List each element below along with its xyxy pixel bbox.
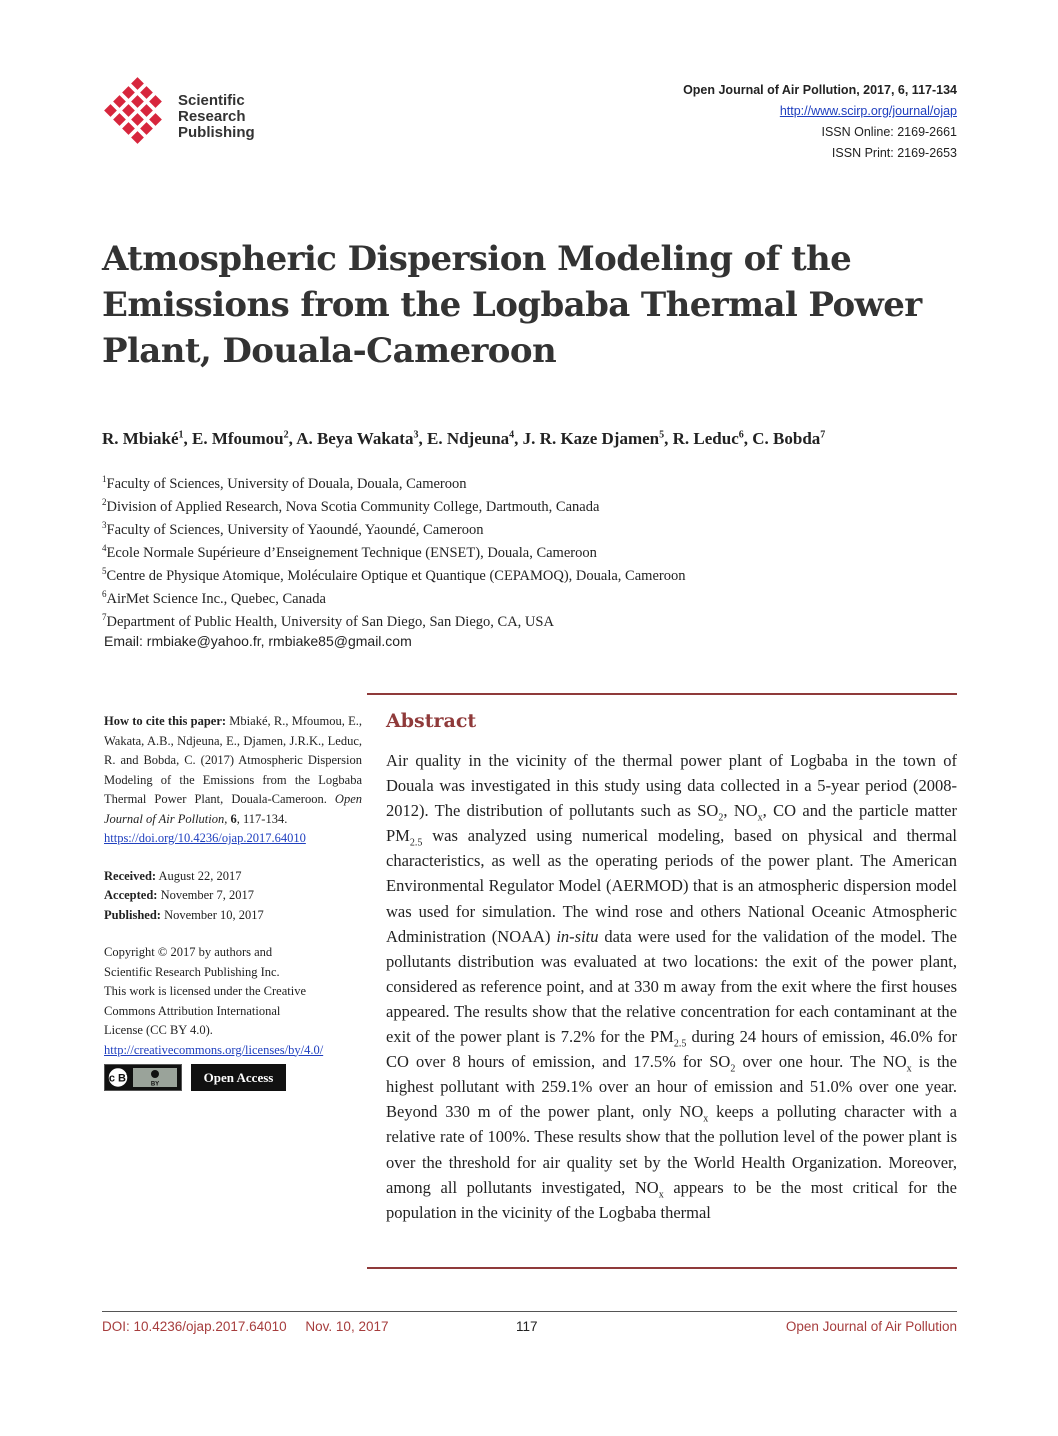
abstract-text-run: Air quality in the vicinity of the thermal power plant of Logbaba in the town of Douala was investigated in this study using data collected in a 5-year period (2008-2012). The distribution of pollutants such as SO xyxy=(386,751,957,821)
author-name: R. Leduc xyxy=(672,429,739,448)
page-footer xyxy=(102,1319,957,1339)
affiliation-text: Centre de Physique Atomique, Moléculaire Optique et Quantique (CEPAMOQ), Douala, Cameroon xyxy=(106,568,686,584)
author-sup: 6 xyxy=(738,429,744,441)
abstract-text-run: data were used for the validation of the model. The pollutants distribution was evaluated at two locations: the exit of the power plant, considered as reference point, and at 330 m away from the exit where the first houses appeared. The results show that the relative concentration for each contaminant at the exit of the power plant is 7.2% for the PM xyxy=(386,926,957,1047)
affiliation-item xyxy=(102,565,962,588)
author-sup: 2 xyxy=(283,429,289,441)
abstract-text-run: , NO xyxy=(723,801,758,821)
copyright-line: Scientific Research Publishing Inc. xyxy=(104,964,280,979)
author-sup: 3 xyxy=(413,429,419,441)
issn-print: ISSN Print: 2169-2653 xyxy=(831,146,957,160)
affiliation-sup: 1 xyxy=(102,474,107,485)
author-name: E. Ndjeuna xyxy=(426,429,510,448)
affiliation-text: Department of Public Health, University of San Diego, San Diego, CA, USA xyxy=(106,614,554,630)
abstract-text-run: keeps a polluting character with a relative rate of 100%. These results show that the pollution level of the power plant is over the threshold for air quality set by the World Health Organization. Moreover, among all pollutants investigated, NO xyxy=(386,1102,957,1197)
abstract-top-rule xyxy=(367,693,957,695)
affiliation-item xyxy=(102,588,962,611)
author-sup: 7 xyxy=(820,429,826,441)
publication-dates xyxy=(104,867,362,926)
abstract-italic: in-situ xyxy=(556,926,599,946)
abstract-subscript: x xyxy=(703,1113,709,1125)
issn-online: ISSN Online: 2169-2661 xyxy=(821,125,957,139)
abstract-bottom-rule xyxy=(367,1267,957,1269)
abstract-text-run: during 24 hours of emission, 46.0% for CO over 8 hours of emission, and 17.5% for SO xyxy=(386,1027,957,1072)
abstract-text-run: appears to be the most critical for the population in the vicinity of the Logbaba thermal xyxy=(386,1177,957,1222)
copyright-line: This work is licensed under the Creative xyxy=(104,984,307,998)
creative-commons-icon xyxy=(105,1065,181,1090)
author-sup: 1 xyxy=(178,429,184,441)
cite-journal: Open Journal of Air Pollution xyxy=(104,792,362,826)
received-value: August 22, 2017 xyxy=(156,868,242,883)
logo-line: Scientific xyxy=(178,92,245,109)
affiliation-sup: 5 xyxy=(102,566,107,577)
copyright-line: Copyright © 2017 by authors and xyxy=(104,945,273,959)
publisher-logo xyxy=(104,77,284,147)
received-label: Received: xyxy=(104,868,157,883)
affiliation-sup: 7 xyxy=(102,612,107,623)
abstract-body xyxy=(386,748,957,1225)
author-sup: 5 xyxy=(659,429,665,441)
affiliation-sup: 3 xyxy=(102,520,107,531)
open-access-badge: Open Access xyxy=(191,1064,286,1091)
author-name: A. Beya Wakata xyxy=(296,429,414,448)
journal-info xyxy=(683,80,957,164)
how-to-cite xyxy=(104,712,362,849)
contact-email: Email: rmbiake@yahoo.fr, rmbiake85@gmail.com xyxy=(104,633,412,649)
logo-text xyxy=(178,93,255,141)
cite-doi-link[interactable]: https://doi.org/10.4236/ojap.2017.64010 xyxy=(104,831,306,845)
abstract-subscript: 2.5 xyxy=(409,837,423,849)
license-link[interactable]: http://creativecommons.org/licenses/by/4.0/ xyxy=(104,1042,324,1057)
abstract-heading: Abstract xyxy=(386,710,477,732)
abstract-text-run: was analyzed using numerical modeling, based on physical and thermal characteristics, as well as the operating periods of the power plant. The American Environmental Regulator Model (AERMOD) that is an atmospheric dispersion model was used for simulation. The wind rose and others National Oceanic Atmospheric Administration (NOAA) xyxy=(386,826,957,946)
affiliation-text: Ecole Normale Supérieure d’Enseignement Technique (ENSET), Douala, Cameroon xyxy=(106,545,597,561)
affiliation-item xyxy=(102,542,962,565)
citation-sidebar xyxy=(104,712,362,1092)
author-name: R. Mbiaké xyxy=(102,429,179,448)
page-number: 117 xyxy=(516,1319,538,1334)
abstract-subscript: 2.5 xyxy=(673,1038,687,1050)
footer-journal: Open Journal of Air Pollution xyxy=(785,1319,957,1334)
published-date xyxy=(104,906,362,926)
abstract-subscript: x xyxy=(906,1063,912,1075)
affiliation-sup: 2 xyxy=(102,497,107,508)
affiliation-sup: 6 xyxy=(102,589,107,600)
copyright-notice xyxy=(104,943,362,1060)
author-name: J. R. Kaze Djamen xyxy=(522,429,660,448)
published-label: Published: xyxy=(104,907,161,922)
accepted-label: Accepted: xyxy=(104,888,158,902)
author-list: R. Mbiaké$^1$, E. Mfoumou$^2$, A. Beya Wakata$^3$, E. Ndjeuna$^4$, J. R. Kaze Djamen$^5$, R. Leduc$^6$, C. Bobda$^7$ xyxy=(102,429,826,448)
abstract-text-run: , CO and the particle matter PM xyxy=(386,801,957,846)
license-badges xyxy=(104,1064,362,1092)
abstract-text-run: over one hour. The NO xyxy=(735,1052,907,1072)
copyright-line: License (CC BY 4.0). xyxy=(104,1023,213,1037)
abstract-subscript: x xyxy=(658,1188,664,1200)
copyright-line: Commons Attribution International xyxy=(104,1003,281,1018)
affiliation-text: Faculty of Sciences, University of Douala, Douala, Cameroon xyxy=(106,476,467,492)
footer-doi[interactable]: DOI: 10.4236/ojap.2017.64010 xyxy=(102,1319,287,1334)
logo-line: Research xyxy=(178,108,246,125)
accepted-value: November 7, 2017 xyxy=(157,888,254,902)
affiliation-list xyxy=(102,473,962,634)
author-sup: 4 xyxy=(509,429,515,441)
affiliation-item xyxy=(102,496,962,519)
footer-rule xyxy=(102,1311,957,1312)
footer-doi-date xyxy=(102,1319,388,1334)
affiliation-item xyxy=(102,611,962,634)
abstract-subscript: 2 xyxy=(730,1063,736,1075)
accepted-date xyxy=(104,886,362,906)
affiliation-text: Faculty of Sciences, University of Yaoundé, Yaoundé, Cameroon xyxy=(106,522,484,538)
affiliation-item xyxy=(102,473,962,496)
footer-date: Nov. 10, 2017 xyxy=(305,1319,389,1334)
cite-sep: , xyxy=(224,811,231,826)
cc-by-badge[interactable] xyxy=(104,1064,182,1091)
svg-text:BY: BY xyxy=(150,1081,160,1088)
affiliation-text: AirMet Science Inc., Quebec, Canada xyxy=(106,591,326,607)
received-date xyxy=(104,867,362,887)
logo-line: Publishing xyxy=(178,124,255,141)
cite-label: How to cite this paper: xyxy=(104,714,227,728)
journal-url-link[interactable]: http://www.scirp.org/journal/ojap xyxy=(779,104,957,118)
author-name: C. Bobda xyxy=(752,429,821,448)
cite-text: Mbiaké, R., Mfoumou, E., Wakata, A.B., Ndjeuna, E., Djamen, J.R.K., Leduc, R. and Bobda, C. (2017) Atmospheric Dispersion Modeling of the Emissions from the Logbaba Thermal Power Plant, Douala-Cameroon. xyxy=(104,714,362,806)
cite-volume: 6 xyxy=(230,811,237,826)
published-value: November 10, 2017 xyxy=(160,907,264,922)
affiliation-item xyxy=(102,519,962,542)
abstract-text-run: is the highest pollutant with 259.1% over an hour of emission and 51.0% over one year. Beyond 330 m of the power plant, only NO xyxy=(386,1052,957,1122)
journal-citation: Open Journal of Air Pollution, 2017, 6, 117-134 xyxy=(683,83,957,97)
affiliation-text: Division of Applied Research, Nova Scotia Community College, Dartmouth, Canada xyxy=(106,499,600,515)
affiliation-sup: 4 xyxy=(102,543,107,554)
abstract-subscript: x xyxy=(757,812,763,824)
cite-pages: , 117-134. xyxy=(236,811,288,826)
abstract-subscript: 2 xyxy=(718,812,724,824)
paper-title: Atmospheric Dispersion Modeling of the Emissions from the Logbaba Thermal Power Plant, Douala-Cameroon xyxy=(102,239,922,371)
logo-diamond-grid-icon xyxy=(104,77,176,149)
cc-glyph: cc BY xyxy=(105,1072,134,1085)
author-name: E. Mfoumou xyxy=(192,429,284,448)
